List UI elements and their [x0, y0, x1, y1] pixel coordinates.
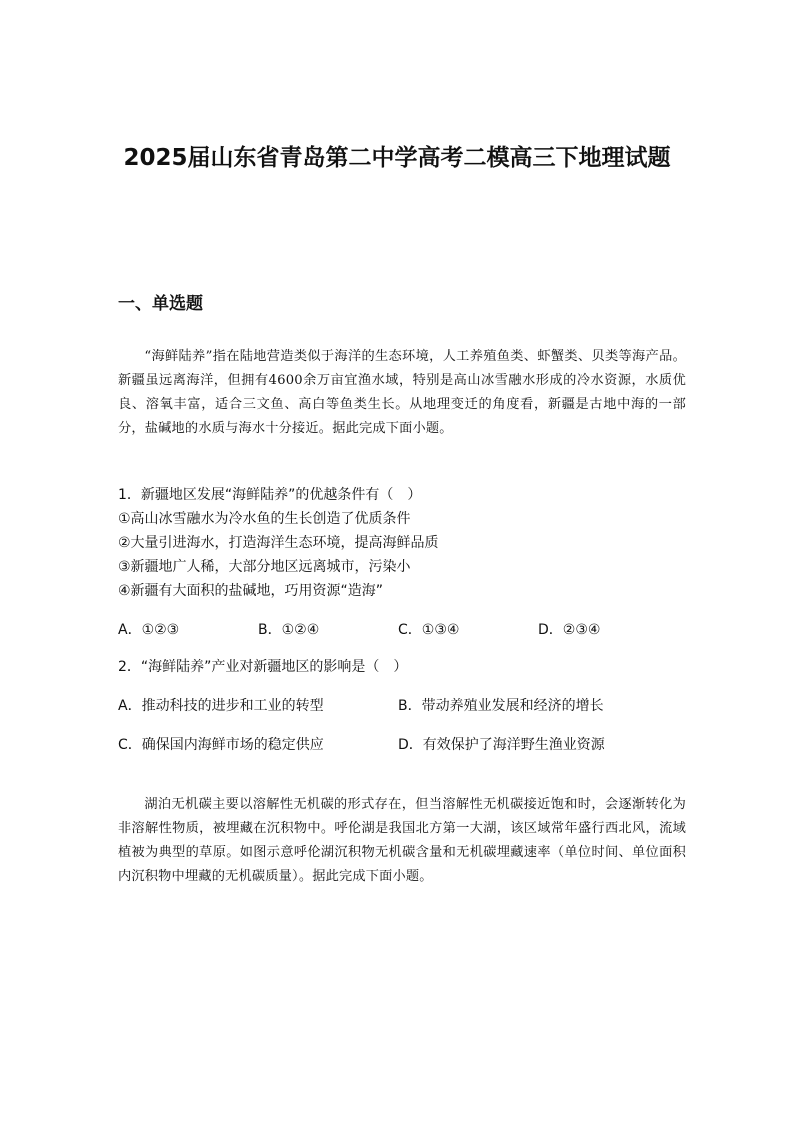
- section-heading: 一、单选题: [118, 294, 203, 314]
- question-2-option-c: C．确保国内海鲜市场的稳定供应: [118, 737, 324, 753]
- reading-passage-2: 湖泊无机碳主要以溶解性无机碳的形式存在，但当溶解性无机碳接近饱和时，会逐渐转化为非溶解性物质，被埋藏在沉积物中。呼伦湖是我国北方第一大湖，该区域常年盛行西北风，流域植被为典型的草原。如图示意呼伦湖沉积物无机碳含量和无机碳埋藏速率（单位时间、单位面积内沉积物中埋藏的无机碳质量）。据此完成下面小题。: [118, 797, 686, 884]
- question-1-option-a: A．①②③: [118, 622, 180, 638]
- question-2-option-d: D．有效保护了海洋野生渔业资源: [398, 737, 605, 753]
- question-1-stem: 1．新疆地区发展“海鲜陆养”的优越条件有（ ）: [118, 487, 422, 503]
- question-2-options-row-2: [118, 733, 686, 757]
- question-1-option-b: B．①②④: [258, 622, 320, 638]
- question-2-stem: 2．“海鲜陆养”产业对新疆地区的影响是（ ）: [118, 659, 408, 675]
- question-2-option-b: B．带动养殖业发展和经济的增长: [398, 698, 604, 714]
- question-2-option-a: A．推动科技的进步和工业的转型: [118, 698, 324, 714]
- question-1-options: [118, 618, 686, 642]
- question-1-option-d: D．②③④: [538, 622, 601, 638]
- question-1-statement: ④新疆有大面积的盐碱地，巧用资源“造海”: [118, 583, 384, 599]
- document-title: 2025届山东省青岛第二中学高考二模高三下地理试题: [123, 145, 671, 171]
- question-2-options-row-1: [118, 694, 686, 718]
- question-1-statement: ③新疆地广人稀，大部分地区远离城市，污染小: [118, 559, 411, 575]
- question-1-statement: ②大量引进海水，打造海洋生态环境，提高海鲜品质: [118, 535, 439, 551]
- question-1-option-c: C．①③④: [398, 622, 460, 638]
- question-1-statement: ①高山冰雪融水为冷水鱼的生长创造了优质条件: [118, 511, 411, 527]
- reading-passage-1: “海鲜陆养”指在陆地营造类似于海洋的生态环境，人工养殖鱼类、虾蟹类、贝类等海产品。新疆虽远离海洋，但拥有4600余万亩宜渔水域，特别是高山冰雪融水形成的冷水资源，水质优良、溶氧丰富，适合三文鱼、高白等鱼类生长。从地理变迁的角度看，新疆是古地中海的一部分，盐碱地的水质与海水十分接近。据此完成下面小题。: [118, 349, 686, 436]
- question-1-statements: [118, 507, 686, 603]
